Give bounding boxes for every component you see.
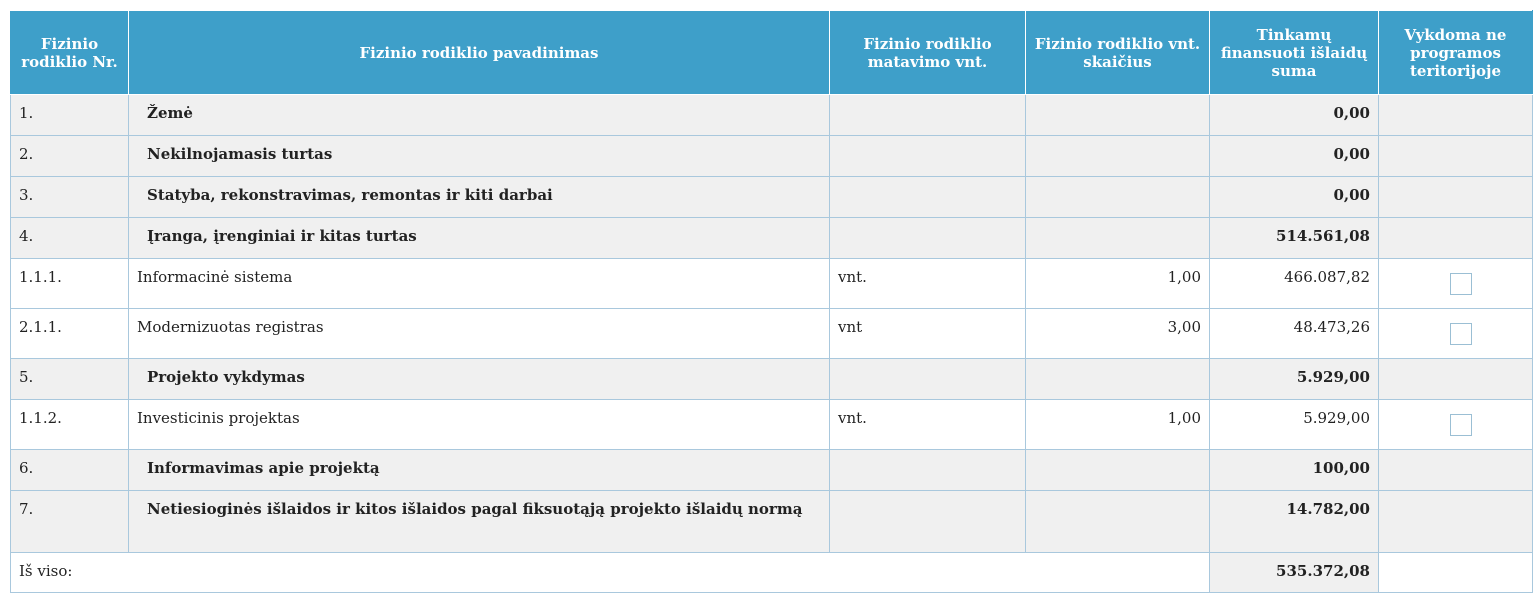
table-footer — [11, 553, 1533, 593]
cell-count — [1026, 218, 1210, 259]
cell-nr: 1.1.1. — [11, 259, 129, 309]
table-row-item — [11, 309, 1533, 359]
cell-nr: 1. — [11, 95, 129, 136]
cell-name: Žemė — [129, 95, 830, 136]
total-row — [11, 553, 1533, 593]
cell-territory — [1379, 309, 1533, 359]
cell-count: 1,00 — [1026, 259, 1210, 309]
table-row-group — [11, 136, 1533, 177]
cell-count — [1026, 95, 1210, 136]
cell-unit: vnt. — [830, 259, 1026, 309]
total-amount: 535.372,08 — [1210, 553, 1379, 593]
table-row-group — [11, 450, 1533, 491]
territory-checkbox[interactable] — [1450, 323, 1472, 345]
header-unit: Fizinio rodiklio matavimo vnt. — [830, 11, 1026, 95]
header-name: Fizinio rodiklio pavadinimas — [129, 11, 830, 95]
cell-count — [1026, 359, 1210, 400]
cell-name: Statyba, rekonstravimas, remontas ir kiti darbai — [129, 177, 830, 218]
cell-amount: 5.929,00 — [1210, 400, 1379, 450]
cell-name: Nekilnojamasis turtas — [129, 136, 830, 177]
header-nr: Fizinio rodiklio Nr. — [11, 11, 129, 95]
cell-amount: 466.087,82 — [1210, 259, 1379, 309]
physical-indicators-table — [10, 10, 1533, 593]
cell-name: Informacinė sistema — [129, 259, 830, 309]
cell-count — [1026, 491, 1210, 553]
table-header — [11, 11, 1533, 95]
cell-count: 3,00 — [1026, 309, 1210, 359]
total-label: Iš viso: — [11, 553, 1210, 593]
cell-territory — [1379, 136, 1533, 177]
cell-nr: 1.1.2. — [11, 400, 129, 450]
cell-nr: 2. — [11, 136, 129, 177]
cell-unit — [830, 450, 1026, 491]
table-row-group — [11, 359, 1533, 400]
cell-amount: 5.929,00 — [1210, 359, 1379, 400]
cell-count — [1026, 177, 1210, 218]
table-body — [11, 95, 1533, 553]
cell-territory — [1379, 359, 1533, 400]
cell-unit — [830, 359, 1026, 400]
table-row-group — [11, 95, 1533, 136]
cell-unit — [830, 491, 1026, 553]
cell-count: 1,00 — [1026, 400, 1210, 450]
cell-name: Informavimas apie projektą — [129, 450, 830, 491]
cell-amount: 0,00 — [1210, 177, 1379, 218]
cell-unit: vnt. — [830, 400, 1026, 450]
cell-unit: vnt — [830, 309, 1026, 359]
cell-territory — [1379, 259, 1533, 309]
cell-nr: 7. — [11, 491, 129, 553]
cell-nr: 3. — [11, 177, 129, 218]
cell-unit — [830, 95, 1026, 136]
cell-amount: 14.782,00 — [1210, 491, 1379, 553]
cell-unit — [830, 136, 1026, 177]
cell-name: Investicinis projektas — [129, 400, 830, 450]
header-amount: Tinkamų finansuoti išlaidų suma — [1210, 11, 1379, 95]
cell-count — [1026, 136, 1210, 177]
territory-checkbox[interactable] — [1450, 414, 1472, 436]
territory-checkbox[interactable] — [1450, 273, 1472, 295]
cell-territory — [1379, 177, 1533, 218]
cell-amount: 0,00 — [1210, 136, 1379, 177]
cell-nr: 4. — [11, 218, 129, 259]
cell-name: Netiesioginės išlaidos ir kitos išlaidos pagal fiksuotąją projekto išlaidų normą — [129, 491, 830, 553]
cell-territory — [1379, 450, 1533, 491]
cell-territory — [1379, 491, 1533, 553]
cell-name: Modernizuotas registras — [129, 309, 830, 359]
cell-unit — [830, 177, 1026, 218]
table-row-group — [11, 491, 1533, 553]
cell-name: Įranga, įrenginiai ir kitas turtas — [129, 218, 830, 259]
header-territory: Vykdoma ne programos teritorijoje — [1379, 11, 1533, 95]
cell-territory — [1379, 400, 1533, 450]
physical-indicators-table-wrapper — [10, 10, 1533, 593]
table-row-item — [11, 400, 1533, 450]
cell-nr: 6. — [11, 450, 129, 491]
cell-amount: 0,00 — [1210, 95, 1379, 136]
cell-territory — [1379, 95, 1533, 136]
cell-name: Projekto vykdymas — [129, 359, 830, 400]
table-row-item — [11, 259, 1533, 309]
cell-amount: 100,00 — [1210, 450, 1379, 491]
header-row — [11, 11, 1533, 95]
cell-amount: 48.473,26 — [1210, 309, 1379, 359]
total-territory-cell — [1379, 553, 1533, 593]
table-row-group — [11, 177, 1533, 218]
cell-nr: 2.1.1. — [11, 309, 129, 359]
cell-count — [1026, 450, 1210, 491]
cell-unit — [830, 218, 1026, 259]
cell-territory — [1379, 218, 1533, 259]
cell-nr: 5. — [11, 359, 129, 400]
header-count: Fizinio rodiklio vnt. skaičius — [1026, 11, 1210, 95]
cell-amount: 514.561,08 — [1210, 218, 1379, 259]
table-row-group — [11, 218, 1533, 259]
